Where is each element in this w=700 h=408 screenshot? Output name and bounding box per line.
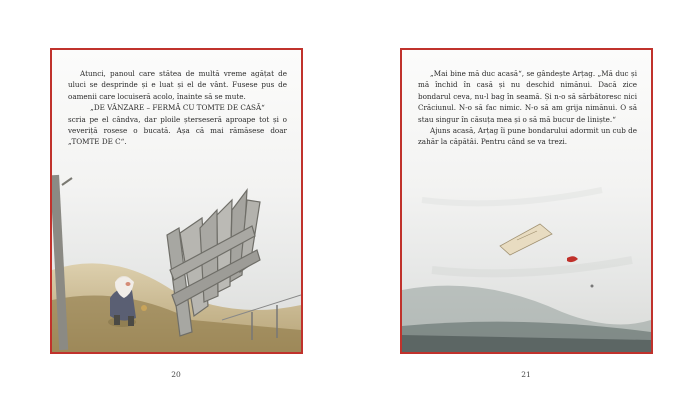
right-page-text [418, 68, 637, 148]
sign-text: „DE VÂNZARE – FERMĂ CU TOMTE DE CASĂ“ [90, 103, 265, 113]
paragraph: Atunci, panoul care stătea de multă vreme agățat de uluci se desprinde și e luat și el de vânt. Fusese pus de oamenii care locuiseră acolo, înainte să se mute. [68, 69, 287, 101]
page-number-right: 21 [521, 370, 531, 379]
paragraph: Ajuns acasă, Arțag îi pune bondarului adormit un cub de zahăr la căpătâi. Pentru când se va trezi. [418, 126, 637, 147]
paragraph: „Mai bine mă duc acasă“, se gândește Arțag. „Mă duc și mă închid în casă și nu deschid nimănui. Dacă zice bondarul ceva, nu-l bag în seamă. Și n-o să sărbătoresc nici Crăciunul. N-o să fac nimic. N-o să am grija nimănui. O să stau singur în căsuța mea și o să mă bucur de liniște.“ [418, 69, 637, 124]
left-page-text [68, 68, 287, 148]
page-number-left: 20 [171, 370, 181, 379]
flying-sign [500, 224, 552, 255]
left-page [50, 48, 303, 354]
paragraph: scria pe el cândva, dar ploile șterseseră aproape tot și o veveriță rosese o bucată. Așa că mai rămăsese doar „TOMTE DE C“. [68, 114, 287, 147]
right-page [400, 48, 653, 354]
